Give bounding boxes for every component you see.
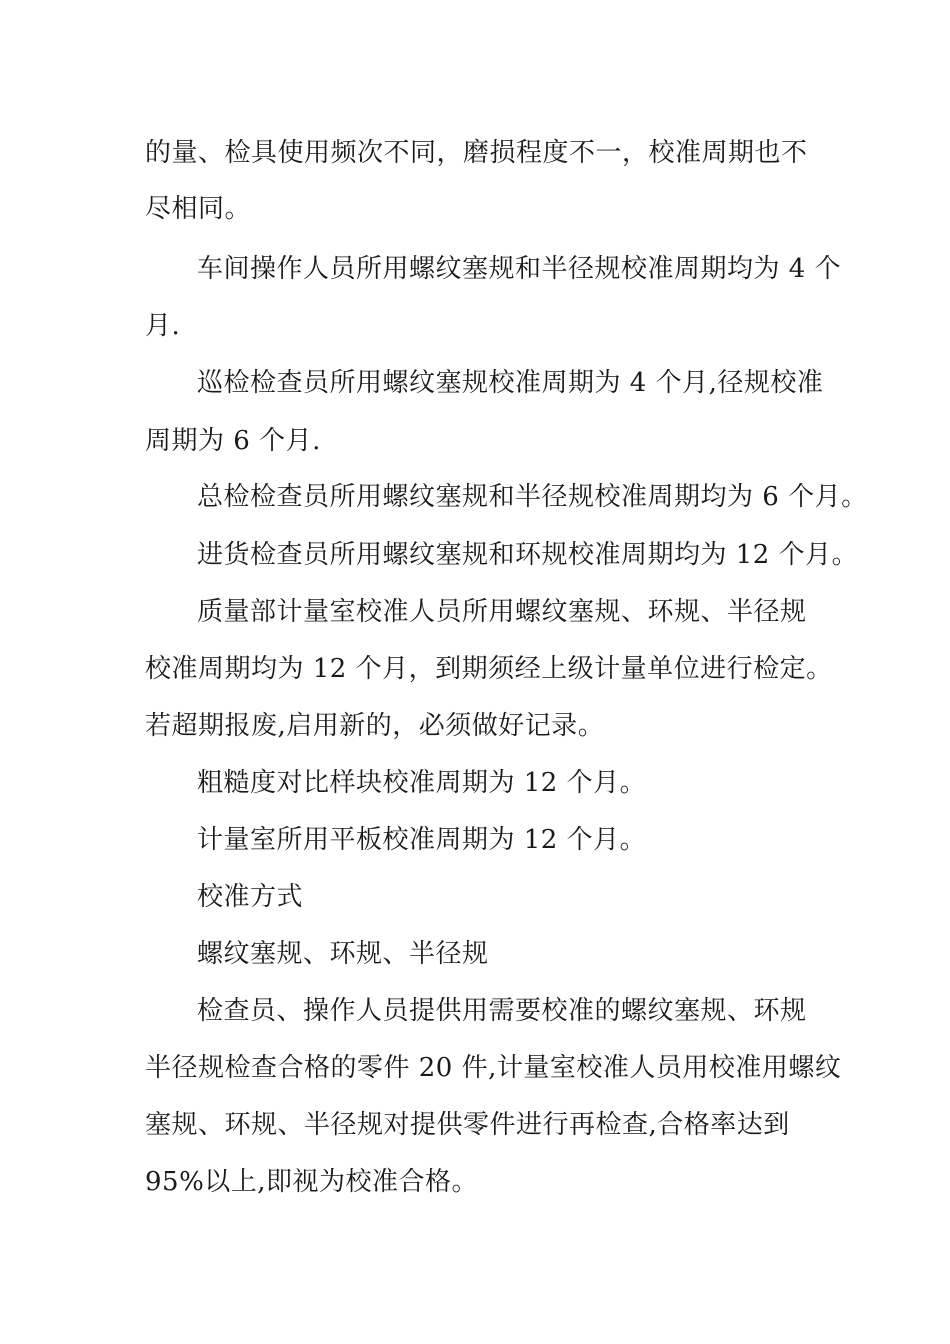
paragraph-line: 巡检检查员所用螺纹塞规校准周期为 4 个月,径规校准 xyxy=(197,368,824,398)
paragraph-line: 塞规、环规、半径规对提供零件进行再检查,合格率达到 xyxy=(145,1110,790,1140)
paragraph-line: 车间操作人员所用螺纹塞规和半径规校准周期均为 4 个 xyxy=(197,254,842,284)
paragraph-line: 周期为 6 个月. xyxy=(145,426,321,456)
paragraph-line: 95%以上,即视为校准合格。 xyxy=(145,1167,479,1197)
paragraph-line: 的量、检具使用频次不同，磨损程度不一，校准周期也不 xyxy=(145,138,808,168)
paragraph-line: 检查员、操作人员提供用需要校准的螺纹塞规、环规 xyxy=(197,996,807,1026)
paragraph-line: 校准周期均为 12 个月，到期须经上级计量单位进行检定。 xyxy=(145,654,833,684)
paragraph-line: 月. xyxy=(145,311,181,341)
paragraph-line: 若超期报废,启用新的，必须做好记录。 xyxy=(145,711,605,741)
paragraph-line: 粗糙度对比样块校准周期为 12 个月。 xyxy=(197,768,647,798)
paragraph-line: 计量室所用平板校准周期为 12 个月。 xyxy=(197,825,647,855)
subsection-heading: 螺纹塞规、环规、半径规 xyxy=(197,939,489,969)
paragraph-line: 尽相同。 xyxy=(145,194,252,224)
section-heading: 校准方式 xyxy=(197,882,304,912)
paragraph-line: 质量部计量室校准人员所用螺纹塞规、环规、半径规 xyxy=(197,597,807,627)
paragraph-line: 半径规检查合格的零件 20 件,计量室校准人员用校准用螺纹 xyxy=(145,1053,842,1083)
paragraph-line: 进货检查员所用螺纹塞规和环规校准周期均为 12 个月。 xyxy=(197,540,859,570)
paragraph-line: 总检检查员所用螺纹塞规和半径规校准周期均为 6 个月。 xyxy=(197,482,868,512)
